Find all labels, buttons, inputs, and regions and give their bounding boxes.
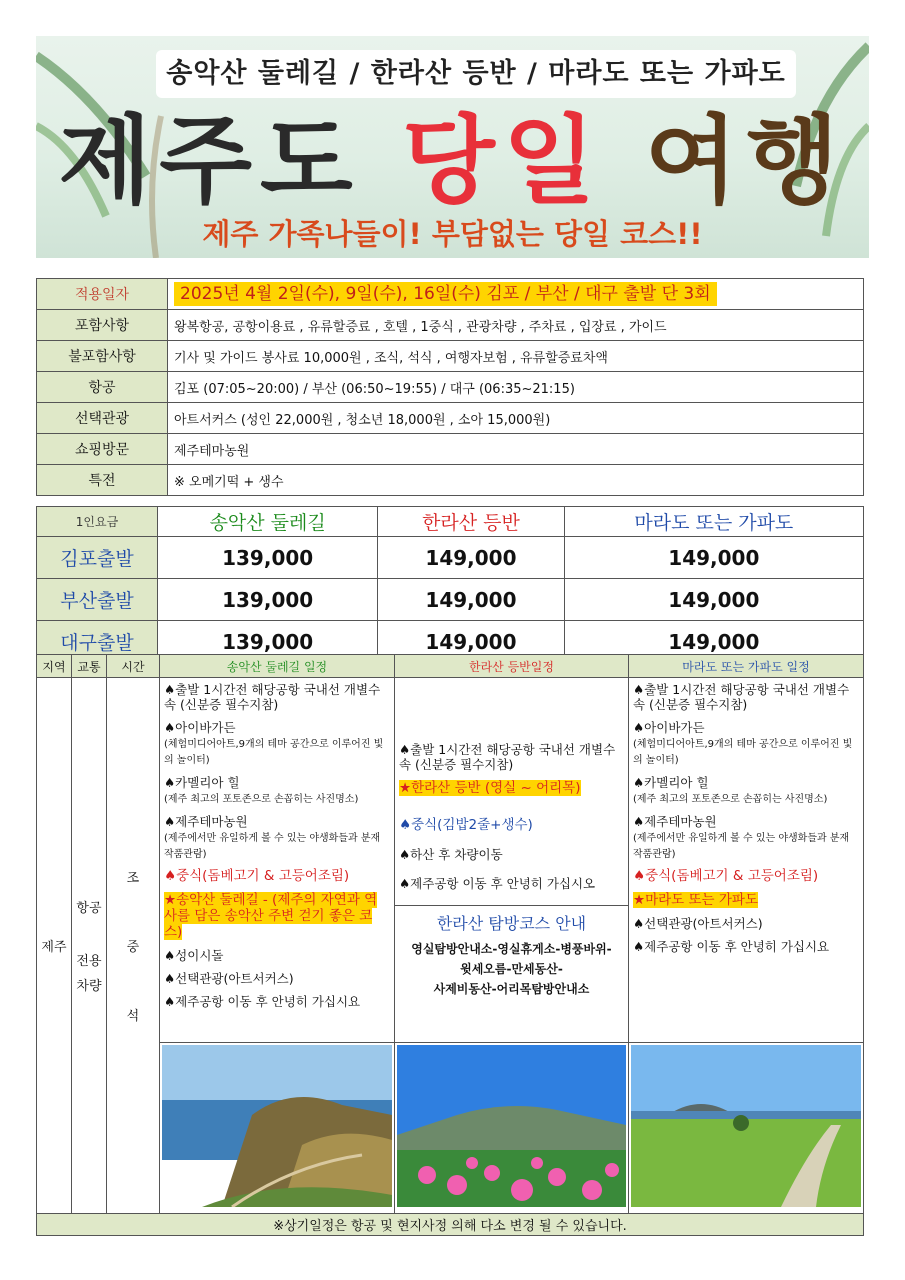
- price-cell: 149,000: [378, 579, 564, 621]
- itinerary-highlight: ★마라도 또는 가파도: [632, 892, 758, 908]
- schedule-body-row: [37, 678, 864, 1043]
- price-cell: 149,000: [564, 621, 863, 663]
- course-title: 한라산 탐방코스 안내: [436, 913, 587, 933]
- footer-notice: ※상기일정은 항공 및 현지사정 의해 다소 변경 될 수 있습니다.: [37, 1214, 864, 1236]
- itinerary-item: ♠카멜리아 힐: [163, 775, 240, 790]
- info-label: 불포함사항: [37, 341, 168, 372]
- schedule-meals: [106, 678, 159, 1214]
- banner-title-jeju: 제주도: [58, 105, 361, 217]
- transport-line: 차량: [76, 979, 102, 994]
- photo-marado: [628, 1043, 863, 1214]
- price-header-songaksan: 송악산 둘레길: [158, 507, 378, 537]
- info-value: 기사 및 가이드 봉사료 10,000원 , 조식, 석식 , 여행자보험 , 유류할증료차액: [168, 341, 864, 372]
- info-row: [37, 310, 864, 341]
- itinerary-marado: [628, 678, 863, 1043]
- info-label: 적용일자: [37, 279, 168, 310]
- price-row-label: 부산출발: [37, 579, 158, 621]
- price-corner: 1인요금: [37, 507, 158, 537]
- itinerary-note: (제주 최고의 포토존으로 손꼽히는 사진명소): [632, 794, 828, 805]
- photo-hallasan: [394, 1043, 628, 1214]
- info-row: [37, 434, 864, 465]
- info-label: 포함사항: [37, 310, 168, 341]
- price-cell: 149,000: [378, 621, 564, 663]
- itinerary-note: (체험미디어아트,9개의 테마 공간으로 이루어진 빛의 놀이터): [632, 739, 853, 766]
- itinerary-item: ♠아이바가든: [632, 720, 705, 735]
- itinerary-songaksan: [159, 678, 394, 1043]
- schedule-header-row: [37, 655, 864, 678]
- price-cell: 149,000: [378, 537, 564, 579]
- itinerary-note: (제주에서만 유일하게 볼 수 있는 야생화들과 분재 작품관람): [163, 833, 381, 860]
- itinerary-item: ♠출발 1시간전 해당공항 국내선 개별수속 (신분증 필수지참): [163, 682, 381, 712]
- course-line: 영실탐방안내소-영실휴게소-병풍바위-: [411, 941, 612, 956]
- itinerary-lunch: ♠중식(돔베고기 & 고등어조림): [163, 868, 350, 884]
- itinerary-lunch: ♠중식(김밥2줄+생수): [398, 816, 533, 833]
- schedule-photo-row: [37, 1043, 864, 1214]
- schedule-header-marado: 마라도 또는 가파도 일정: [628, 655, 863, 678]
- info-value: 왕복항공, 공항이용료 , 유류할증료 , 호텔 , 1중식 , 관광차량 , 주차료 , 입장료 , 가이드: [168, 310, 864, 341]
- itinerary-item: ♠선택관광(아트서커스): [632, 916, 763, 931]
- info-value: 제주테마농원: [168, 434, 864, 465]
- info-label: 쇼핑방문: [37, 434, 168, 465]
- price-row: [37, 537, 864, 579]
- itinerary-item: ♠성이시돌: [163, 948, 224, 963]
- course-line: 사제비동산-어리목탐방안내소: [433, 981, 590, 996]
- price-row-label: 대구출발: [37, 621, 158, 663]
- meal-dinner: 석: [126, 1009, 140, 1024]
- itinerary-item: ♠카멜리아 힐: [632, 775, 709, 790]
- itinerary-item: ♠제주공항 이동 후 안녕히 가십시오: [398, 875, 596, 891]
- info-row: [37, 341, 864, 372]
- itinerary-note: (제주 최고의 포토존으로 손꼽히는 사진명소): [163, 794, 359, 805]
- schedule-header-transport: 교통: [71, 655, 106, 678]
- itinerary-item: ♠출발 1시간전 해당공항 국내선 개별수속 (신분증 필수지참): [398, 741, 616, 772]
- info-label: 선택관광: [37, 403, 168, 434]
- price-header-marado: 마라도 또는 가파도: [564, 507, 863, 537]
- banner-title: [36, 106, 869, 216]
- schedule-header-hallasan: 한라산 등반일정: [394, 655, 628, 678]
- course-line: 윗세오름-만세동산-: [460, 961, 563, 976]
- info-label: 특전: [37, 465, 168, 496]
- price-header-row: [37, 507, 864, 537]
- meal-breakfast: 조: [126, 871, 140, 886]
- itinerary-item: ♠제주테마농원: [632, 814, 717, 829]
- banner-course-list: 송악산 둘레길 / 한라산 등반 / 마라도 또는 가파도: [156, 50, 796, 98]
- schedule-header-songaksan: 송악산 둘레길 일정: [159, 655, 394, 678]
- info-value: 김포 (07:05~20:00) / 부산 (06:50~19:55) / 대구 (06:35~21:15): [168, 372, 864, 403]
- banner-subtitle: 제주 가족나들이! 부담없는 당일 코스!!: [202, 217, 703, 251]
- itinerary-item: ♠출발 1시간전 해당공항 국내선 개별수속 (신분증 필수지참): [632, 682, 850, 712]
- banner-title-day: 당일: [402, 105, 604, 217]
- info-row: [37, 403, 864, 434]
- price-cell: 139,000: [158, 579, 378, 621]
- info-row: [37, 279, 864, 310]
- price-cell: 139,000: [158, 537, 378, 579]
- schedule-header-time: 시간: [106, 655, 159, 678]
- price-table: [36, 506, 864, 663]
- price-cell: 139,000: [158, 621, 378, 663]
- schedule-region: 제주: [37, 678, 72, 1214]
- price-cell: 149,000: [564, 537, 863, 579]
- songaksan-coast-image: [162, 1045, 392, 1207]
- hallasan-course-box: [395, 905, 628, 999]
- info-value: ※ 오메기떡 + 생수: [168, 465, 864, 496]
- hallasan-flowers-image: [397, 1045, 626, 1207]
- info-table: [36, 278, 864, 496]
- schedule-footer-row: [37, 1214, 864, 1236]
- itinerary-lunch: ♠중식(돔베고기 & 고등어조림): [632, 868, 819, 884]
- itinerary-item: ♠제주공항 이동 후 안녕히 가십시요: [632, 939, 830, 954]
- photo-songaksan: [159, 1043, 394, 1214]
- itinerary-hallasan: [394, 678, 628, 1043]
- date-highlight: 2025년 4월 2일(수), 9일(수), 16일(수) 김포 / 부산 / 대구 출발 단 3회: [174, 282, 717, 306]
- itinerary-highlight: ★한라산 등반 (영실 ~ 어리목): [398, 779, 581, 796]
- price-header-hallasan: 한라산 등반: [378, 507, 564, 537]
- itinerary-item: ♠제주공항 이동 후 안녕히 가십시요: [163, 994, 361, 1009]
- info-label: 항공: [37, 372, 168, 403]
- marado-field-image: [631, 1045, 861, 1207]
- price-cell: 149,000: [564, 579, 863, 621]
- schedule-table: [36, 654, 864, 1236]
- itinerary-highlight: ★송악산 둘레길 - (제주의 자연과 역사를 담은 송악산 주변 걷기 좋은 코스): [163, 892, 378, 940]
- info-row: [37, 465, 864, 496]
- itinerary-item: ♠제주테마농원: [163, 814, 248, 829]
- itinerary-item: ♠아이바가든: [163, 720, 236, 735]
- transport-line: 전용: [76, 954, 102, 969]
- price-row-label: 김포출발: [37, 537, 158, 579]
- itinerary-note: (제주에서만 유일하게 볼 수 있는 야생화들과 분재 작품관람): [632, 833, 850, 860]
- info-value: [168, 279, 864, 310]
- banner-title-trip: 여행: [645, 105, 847, 217]
- meal-lunch: 중: [126, 940, 140, 955]
- info-value: 아트서커스 (성인 22,000원 , 청소년 18,000원 , 소아 15,000원): [168, 403, 864, 434]
- schedule-transport: [71, 678, 106, 1214]
- price-row: [37, 579, 864, 621]
- itinerary-item: ♠선택관광(아트서커스): [163, 971, 294, 986]
- header-banner: [36, 36, 869, 258]
- itinerary-note: (체험미디어아트,9개의 테마 공간으로 이루어진 빛의 놀이터): [163, 739, 384, 766]
- schedule-header-region: 지역: [37, 655, 72, 678]
- info-row: [37, 372, 864, 403]
- itinerary-item: ♠하산 후 차량이동: [398, 846, 503, 862]
- transport-line: 항공: [76, 901, 102, 916]
